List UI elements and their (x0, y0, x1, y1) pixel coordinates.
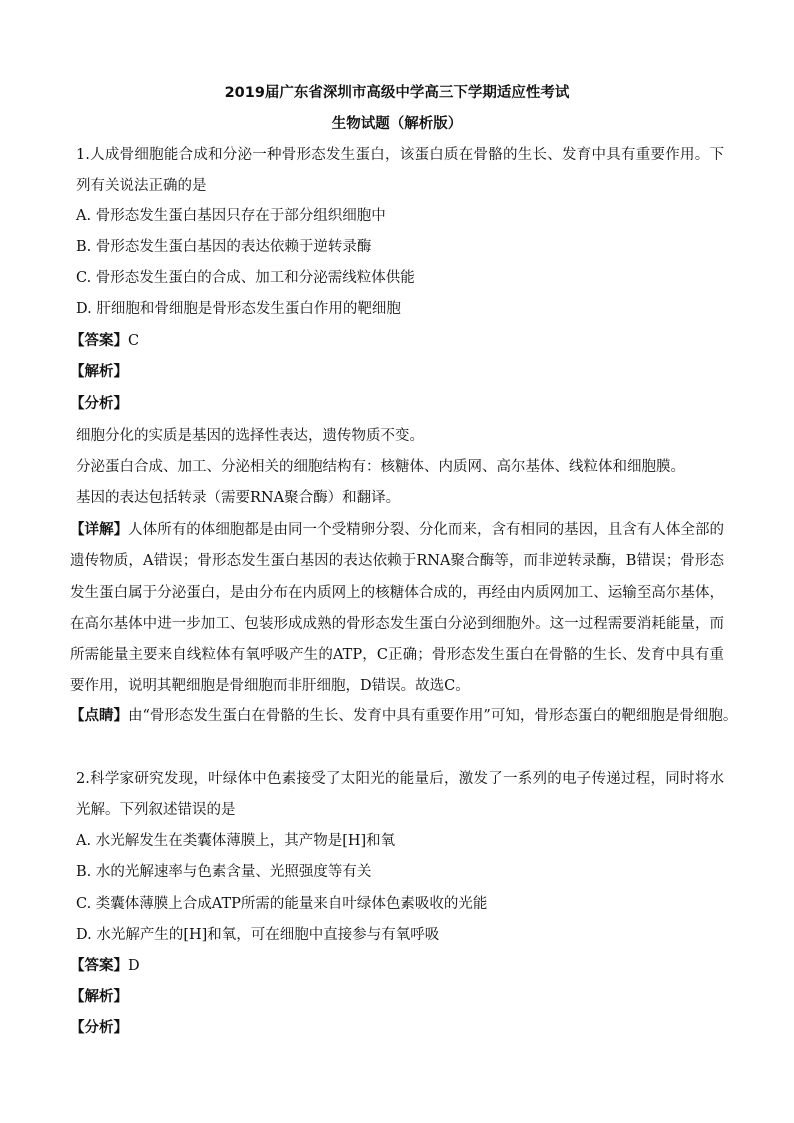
question-1-detail (70, 514, 724, 703)
answer-value: D (128, 958, 140, 974)
question-1-option-c: C. 骨形态发生蛋白的合成、加工和分泌需线粒体供能 (76, 270, 415, 286)
document-subtitle: 生物试题（解析版） (331, 116, 463, 132)
question-1-fenxi-line-1: 细胞分化的实质是基因的选择性表达，遗传物质不变。 (76, 428, 424, 444)
question-2-option-b: B. 水的光解速率与色素含量、光照强度等有关 (76, 864, 372, 880)
question-2-option-d: D. 水光解产生的[H]和氧，可在细胞中直接参与有氧呼吸 (76, 927, 440, 943)
question-2-stem: 2.科学家研究发现，叶绿体中色素接受了太阳光的能量后，激发了一系列的电子传递过程，同时将水光解。下列叙述错误的是 (76, 771, 724, 819)
question-1-fenxi-line-3: 基因的表达包括转录（需要RNA聚合酶）和翻译。 (76, 490, 401, 506)
detail-label: 【详解】 (70, 521, 129, 538)
question-1-answer (70, 331, 139, 351)
question-2-option-c: C. 类囊体薄膜上合成ATP所需的能量来自叶绿体色素吸收的光能 (76, 896, 488, 912)
answer-label: 【答案】 (70, 332, 128, 349)
question-1-analysis-label: 【解析】 (70, 363, 128, 380)
question-2-answer (70, 956, 140, 976)
document-title: 2019届广东省深圳市高级中学高三下学期适应性考试 (224, 85, 570, 101)
question-1-fenxi-label: 【分析】 (70, 395, 128, 412)
question-1-option-b: B. 骨形态发生蛋白基因的表达依赖于逆转录酶 (76, 239, 372, 255)
question-1-dianjing (70, 706, 737, 726)
question-1-option-d: D. 肝细胞和骨细胞是骨形态发生蛋白作用的靶细胞 (76, 301, 401, 317)
dianjing-text: 由“骨形态发生蛋白在骨骼的生长、发育中具有重要作用”可知，骨形态蛋白的靶细胞是骨细胞。 (128, 708, 738, 724)
question-1-stem: 1.人成骨细胞能合成和分泌一种骨形态发生蛋白，该蛋白质在骨骼的生长、发育中具有重要作用。下列有关说法正确的是 (76, 147, 724, 195)
question-2-analysis-label: 【解析】 (70, 988, 128, 1005)
answer-value: C (128, 333, 140, 349)
dianjing-label: 【点睛】 (70, 707, 128, 724)
question-2-fenxi-label: 【分析】 (70, 1019, 128, 1036)
question-2-option-a: A. 水光解发生在类囊体薄膜上，其产物是[H]和氧 (76, 833, 396, 849)
question-1-fenxi-line-2: 分泌蛋白合成、加工、分泌相关的细胞结构有：核糖体、内质网、高尔基体、线粒体和细胞膜。 (76, 459, 685, 475)
answer-label: 【答案】 (70, 957, 128, 974)
question-1-option-a: A. 骨形态发生蛋白基因只存在于部分组织细胞中 (76, 208, 386, 224)
detail-text: 人体所有的体细胞都是由同一个受精卵分裂、分化而来，含有相同的基因，且含有人体全部的遗传物质，A错误；骨形态发生蛋白基因的表达依赖于RNA聚合酶等，而非逆转录酶，B错误；骨形态发生蛋白属于分泌蛋白，是由分布在内质网上的核糖体合成的，再经由内质网加工、运输至高尔基体，在高尔基体中进一步加工、包装形成成熟的骨形态发生蛋白分泌到细胞外。这一过程需要消耗能量，而所需能量主要来自线粒体有氧呼吸产生的ATP，C正确；骨形态发生蛋白在骨骼的生长、发育中具有重要作用，说明其靶细胞是骨细胞而非肝细胞，D错误。故选C。 (70, 522, 725, 695)
